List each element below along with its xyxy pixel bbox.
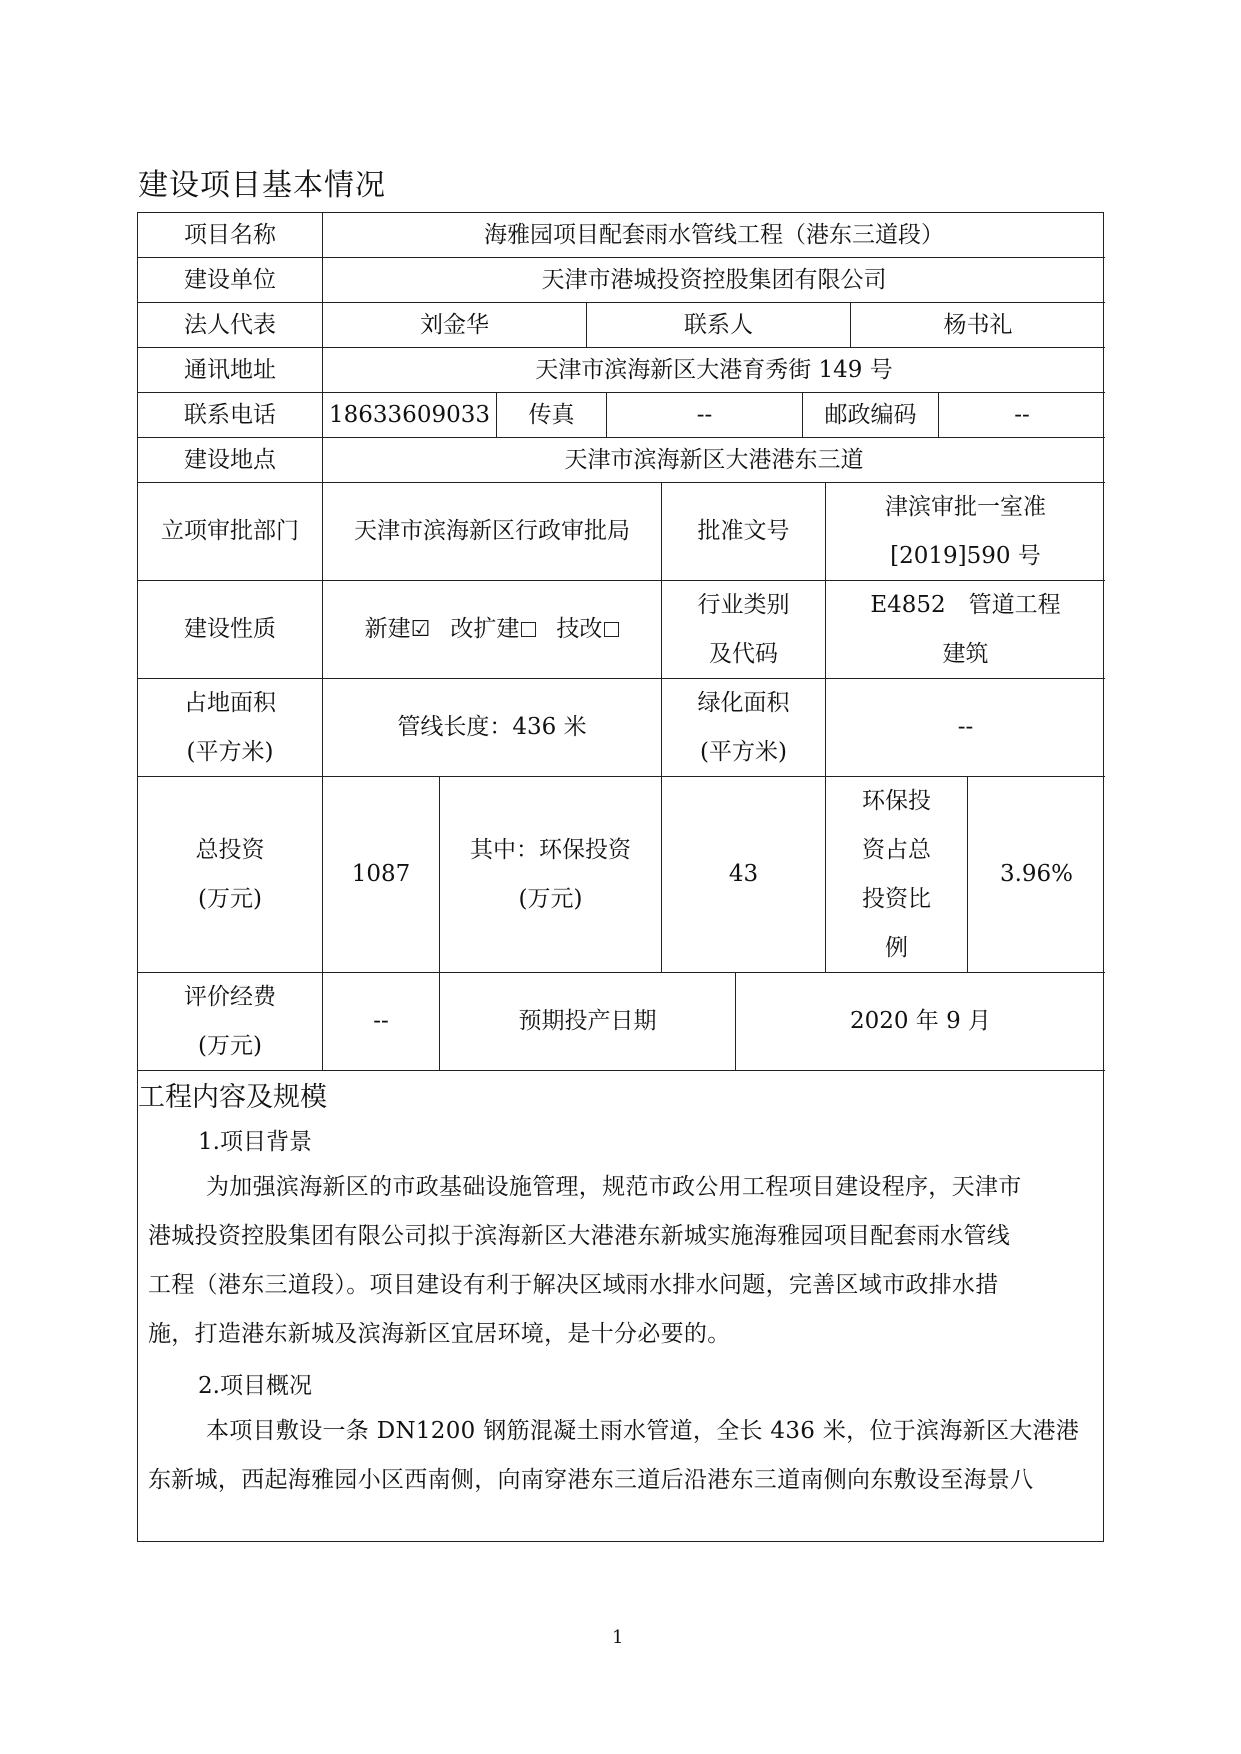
value-address: 天津市滨海新区大港育秀街 149 号 [323, 348, 1105, 393]
subheading-overview: 2.项目概况 [198, 1373, 312, 1399]
label-env-ratio: 环保投 资占总 投资比 例 [826, 777, 968, 973]
value-land-area: 管线长度：436 米 [323, 679, 662, 777]
label-phone: 联系电话 [138, 393, 323, 438]
label-industry-code: 行业类别 及代码 [662, 581, 826, 679]
page-title: 建设项目基本情况 [138, 168, 386, 203]
paragraph-overview: 本项目敷设一条 DN1200 钢筋混凝土雨水管道，全长 436 米，位于滨海新区大港港 东新城，西起海雅园小区西南侧，向南穿港东三道后沿港东三道南侧向东敷设至海景八 [148, 1418, 1080, 1493]
value-phone: 18633609033 [323, 393, 497, 438]
construction-type-options: 新建 ☑ 改扩建 技改 [323, 581, 662, 679]
label-contact: 联系人 [587, 303, 851, 348]
value-eval-fee: -- [323, 973, 440, 1071]
label-legal-rep: 法人代表 [138, 303, 323, 348]
value-contact: 杨书礼 [851, 303, 1105, 348]
label-location: 建设地点 [138, 438, 323, 483]
page-number: 1 [612, 1627, 624, 1648]
value-legal-rep: 刘金华 [323, 303, 587, 348]
checked-box-icon: ☑ [410, 617, 431, 642]
label-project-name: 项目名称 [138, 213, 323, 258]
value-location: 天津市滨海新区大港港东三道 [323, 438, 1105, 483]
value-total-investment: 1087 [323, 777, 440, 973]
label-total-investment: 总投资 (万元) [138, 777, 323, 973]
unchecked-box-icon [521, 622, 536, 637]
value-fax: -- [607, 393, 803, 438]
label-land-area: 占地面积 (平方米) [138, 679, 323, 777]
label-green-area: 绿化面积 (平方米) [662, 679, 826, 777]
value-postcode: -- [939, 393, 1105, 438]
value-production-date: 2020 年 9 月 [736, 973, 1105, 1071]
value-project-name: 海雅园项目配套雨水管线工程（港东三道段） [323, 213, 1105, 258]
label-approval-no: 批准文号 [662, 483, 826, 581]
unchecked-box-icon [604, 622, 619, 637]
value-approval-dept: 天津市滨海新区行政审批局 [323, 483, 662, 581]
section-heading: 工程内容及规模 [138, 1082, 327, 1113]
value-industry-code: E4852 管道工程 建筑 [826, 581, 1105, 679]
label-postcode: 邮政编码 [803, 393, 939, 438]
subheading-background: 1.项目背景 [198, 1129, 312, 1155]
label-eval-fee: 评价经费 (万元) [138, 973, 323, 1071]
value-green-area: -- [826, 679, 1105, 777]
label-address: 通讯地址 [138, 348, 323, 393]
paragraph-background: 为加强滨海新区的市政基础设施管理，规范市政公用工程项目建设程序，天津市 港城投资控股集团有限公司拟于滨海新区大港港东新城实施海雅园项目配套雨水管线 工程（港东三道段）。项目建设有利于解决区域雨水排水问题，完善区域市政排水措 施，打造港东新城及滨海新区宜居环境，是十分必要的。 [148, 1174, 1022, 1347]
value-env-investment: 43 [662, 777, 826, 973]
value-approval-no: 津滨审批一室准 [2019]590 号 [826, 483, 1105, 581]
value-env-ratio: 3.96% [968, 777, 1105, 973]
label-construction-type: 建设性质 [138, 581, 323, 679]
label-fax: 传真 [497, 393, 607, 438]
label-builder: 建设单位 [138, 258, 323, 303]
project-info-table [137, 212, 1104, 1542]
label-production-date: 预期投产日期 [440, 973, 736, 1071]
value-builder: 天津市港城投资控股集团有限公司 [323, 258, 1105, 303]
label-env-investment: 其中：环保投资 (万元) [440, 777, 662, 973]
label-approval-dept: 立项审批部门 [138, 483, 323, 581]
